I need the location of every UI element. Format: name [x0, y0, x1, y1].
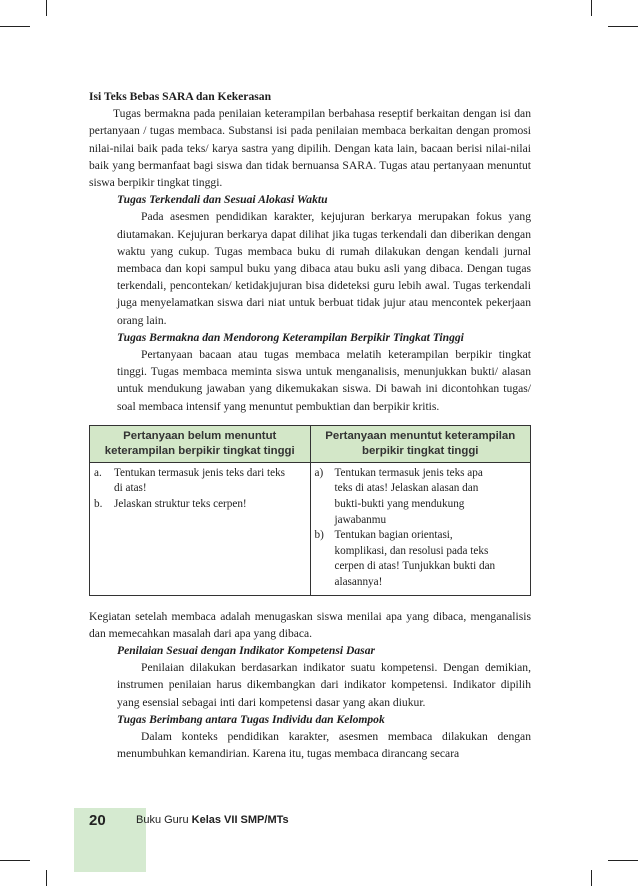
list-item: [315, 466, 527, 528]
paragraph: Dalam konteks pendidikan karakter, asesmen membaca dilakukan dengan menumbuhkan kemandirian. Karena itu, tugas membaca dirancang secara: [117, 730, 531, 761]
crop-mark: [46, 870, 47, 886]
section-title: Isi Teks Bebas SARA dan Kekerasan: [89, 90, 272, 103]
subsection-body: [117, 659, 531, 711]
list-item: [315, 528, 527, 590]
paragraph: Pertanyaan bacaan atau tugas membaca melatih keterampilan berpikir tingkat tinggi. Tugas membaca meminta siswa untuk menganalisis, menunjukkan bukti/ alasan untuk mendukung jawaban yang dikemukakan siswa. Di bawah ini dicontohkan tugas/ soal membaca intensif yang menuntut pembuktian dan berpikir kritis.: [117, 348, 531, 413]
list-marker: a): [314, 466, 324, 479]
list-marker: b.: [94, 498, 103, 511]
crop-mark: [0, 26, 30, 27]
list-item: [94, 466, 306, 497]
table-cell-left: [90, 462, 311, 595]
list-text: Tentukan termasuk jenis teks dari teks di atas!: [114, 466, 286, 495]
paragraph: Pada asesmen pendidikan karakter, kejujuran berkarya merupakan fokus yang diutamakan. Kejujuran berkarya dapat dilihat jika tugas terkendali dan diberikan dengan waktu yang cukup. Tugas membaca buku di rumah dilakukan dengan kendali jurnal membaca dan kopi sampul buku yang dibaca atau buku asli yang dibaca. Dengan tugas terkendali, pencontekan/ ketidakjujuran bisa dideteksi guru lebih awal. Tugas terkendali juga menyelamatkan siswa dari niat untuk berbuat tidak jujur atau mencontek pekerjaan orang lain.: [117, 210, 531, 327]
list-marker: b): [314, 529, 324, 542]
page-content: [89, 88, 531, 762]
list-text: Jelaskan struktur teks cerpen!: [114, 498, 247, 511]
paragraph: Penilaian dilakukan berdasarkan indikator suatu kompetensi. Dengan demikian, instrumen penilaian harus dikembangkan dari indikator kompetensi. Indikator dipilih yang esensial sebagai inti dari kompetensi dasar yang akan diukur.: [117, 661, 531, 709]
crop-mark: [608, 26, 638, 27]
table-row: [90, 462, 531, 595]
crop-mark: [591, 0, 592, 16]
subsection-heading: Tugas Terkendali dan Sesuai Alokasi Waktu: [117, 193, 328, 207]
subsection-heading: Tugas Bermakna dan Mendorong Keterampilan Berpikir Tingkat Tinggi: [117, 330, 464, 344]
crop-mark: [46, 0, 47, 16]
table-header-right: Pertanyaan menuntut keterampilan berpikir tingkat tinggi: [310, 425, 531, 462]
list-text: Tentukan bagian orientasi, komplikasi, dan resolusi pada teks cerpen di atas! Tunjukkan bukti dan alasannya!: [334, 529, 496, 589]
footer-book-title: [136, 814, 289, 826]
subsection-heading: Penilaian Sesuai dengan Indikator Kompetensi Dasar: [117, 644, 376, 658]
subsection-body: [117, 346, 531, 415]
after-table-paragraph: Kegiatan setelah membaca adalah menugaskan siswa menilai apa yang dibaca, menganalisis dan memecahkan masalah dari apa yang dibaca.: [89, 609, 531, 640]
comparison-table: [89, 425, 531, 596]
crop-mark: [0, 860, 30, 861]
subsection-body: [117, 208, 531, 328]
subsection-heading: Tugas Berimbang antara Tugas Individu dan Kelompok: [117, 712, 385, 726]
footer-prefix: Buku Guru: [136, 814, 192, 826]
table-cell-right: [310, 462, 531, 595]
intro-paragraph: Tugas bermakna pada penilaian keterampilan berbahasa reseptif berkaitan dengan isi dan pertanyaan / tugas membaca. Substansi isi pada penilaian membaca berkaitan dengan promosi nilai-nilai baik pada teks/ karya sastra yang dipilih. Dengan kata lain, bacaan berisi nilai-nilai baik yang bermanfaat bagi siswa dan tidak bernuansa SARA. Tugas atau pertanyaan menuntut siswa berpikir tingkat tinggi.: [89, 107, 531, 190]
crop-mark: [591, 870, 592, 886]
footer-class: Kelas VII SMP/MTs: [191, 814, 289, 826]
list-item: [94, 497, 306, 513]
page-number: 20: [89, 812, 106, 829]
crop-mark: [608, 860, 638, 861]
subsection-body: [117, 728, 531, 762]
list-text: Tentukan termasuk jenis teks apa teks di atas! Jelaskan alasan dan bukti-bukti yang mendukung jawabanmu: [334, 466, 483, 526]
list-marker: a.: [94, 466, 102, 479]
table-header-left: Pertanyaan belum menuntut keterampilan berpikir tingkat tinggi: [90, 425, 311, 462]
